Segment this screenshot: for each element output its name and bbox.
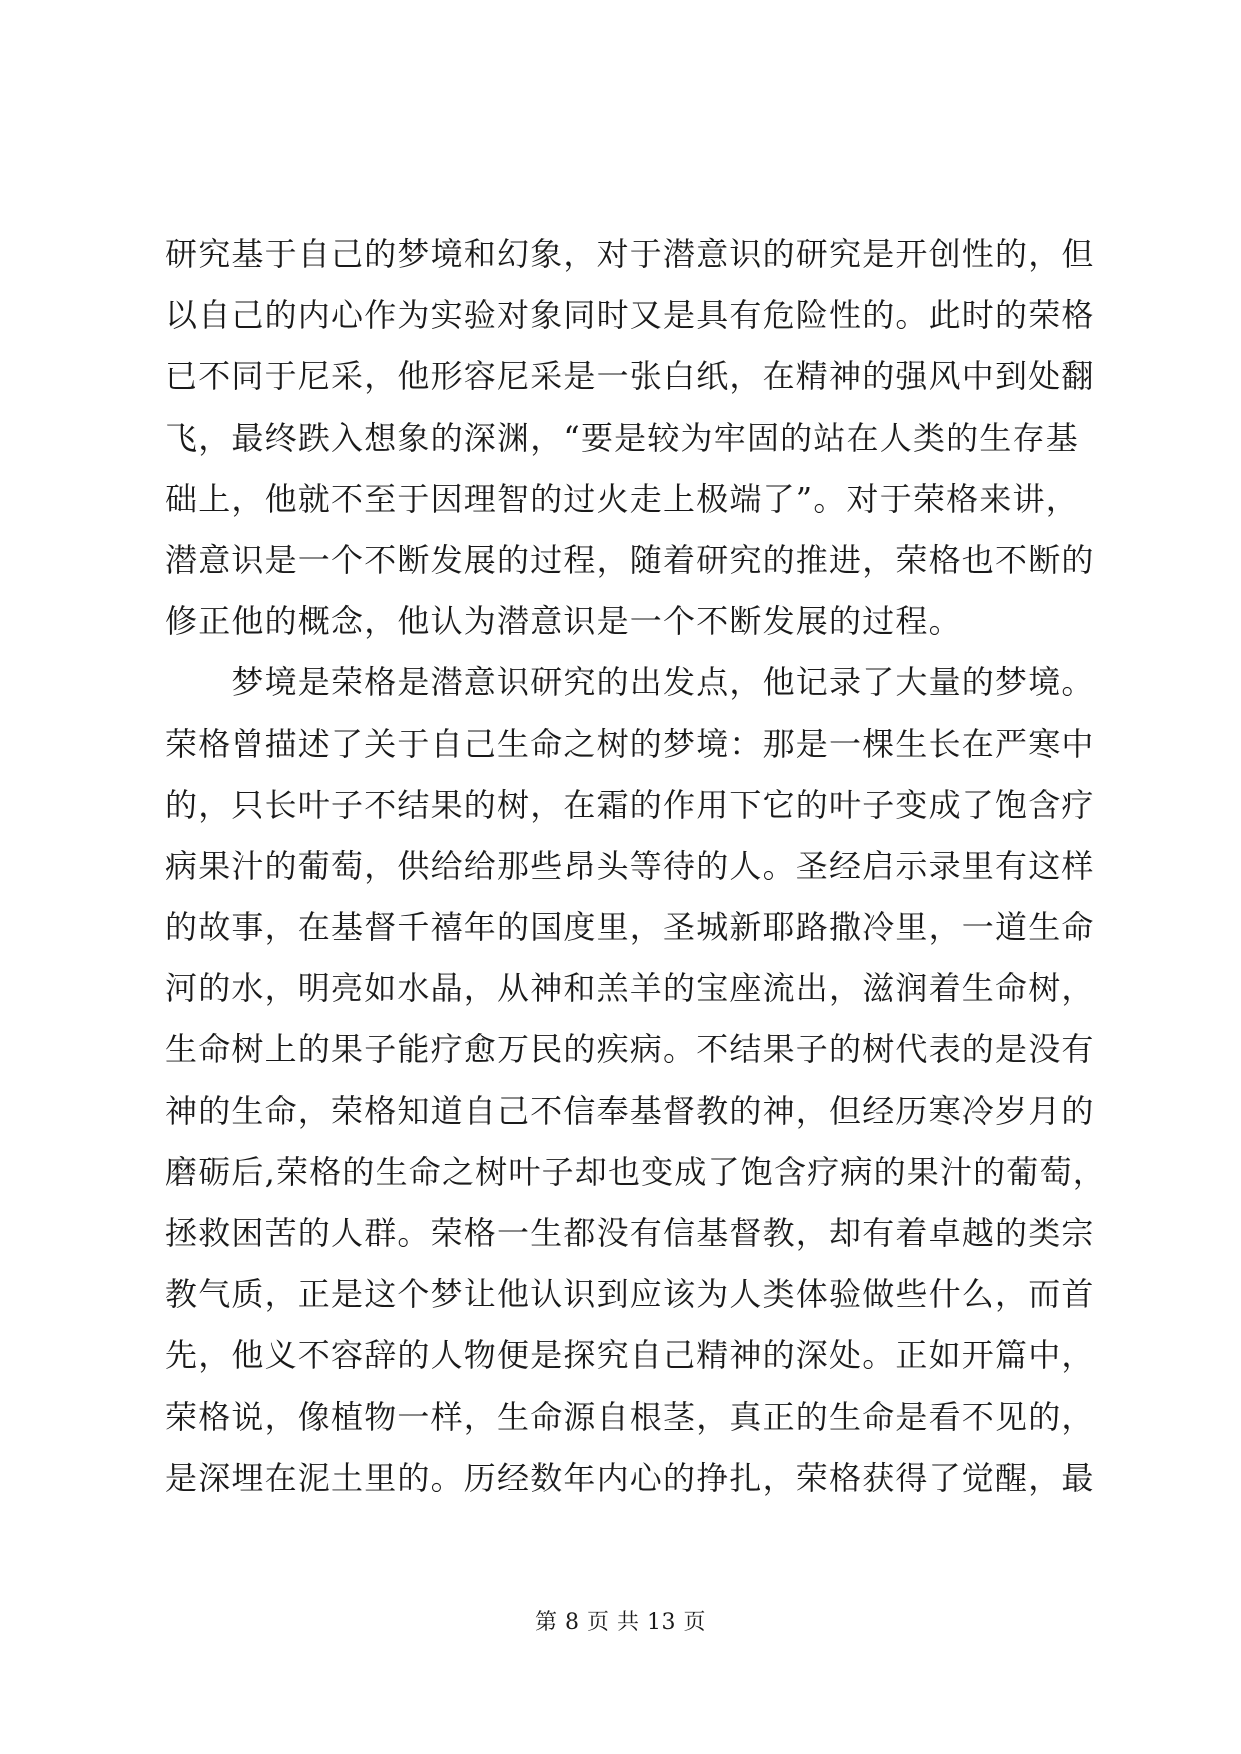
text-line: 拯救困苦的人群。荣格一生都没有信基督教，却有着卓越的类宗 bbox=[165, 1214, 1095, 1252]
body-text bbox=[165, 224, 1106, 1509]
page-number-label: 第 8 页 共 13 页 bbox=[535, 1610, 706, 1635]
text-line: 荣格曾描述了关于自己生命之树的梦境：那是一棵生长在严寒中 bbox=[165, 724, 1095, 763]
text-line: 荣格说，像植物一样，生命源自根茎，真正的生命是看不见的， bbox=[165, 1397, 1095, 1436]
text-line: 飞，最终跌入想象的深渊，“要是较为牢固的站在人类的生存基 bbox=[165, 418, 1079, 457]
text-line: 以自己的内心作为实验对象同时又是具有危险性的。此时的荣格 bbox=[165, 296, 1095, 335]
text-line: 神的生命，荣格知道自己不信奉基督教的神，但经历寒冷岁月的 bbox=[165, 1091, 1095, 1130]
text-line: 的故事，在基督千禧年的国度里，圣城新耶路撒冷里，一道生命 bbox=[165, 908, 1095, 947]
text-line: 病果汁的葡萄，供给给那些昂头等待的人。圣经启示录里有这样 bbox=[165, 846, 1095, 885]
text-line: 先，他义不容辞的人物便是探究自己精神的深处。正如开篇中， bbox=[165, 1336, 1095, 1375]
text-line: 河的水，明亮如水晶，从神和羔羊的宝座流出，滋润着生命树， bbox=[165, 969, 1095, 1008]
text-line: 是深埋在泥土里的。历经数年内心的挣扎，荣格获得了觉醒，最 bbox=[165, 1458, 1095, 1497]
text-line: 础上，他就不至于因理智的过火走上极端了”。对于荣格来讲， bbox=[165, 479, 1079, 518]
text-line: 研究基于自己的梦境和幻象，对于潜意识的研究是开创性的，但 bbox=[165, 235, 1095, 273]
text-line: 的，只长叶子不结果的树，在霜的作用下它的叶子变成了饱含疗 bbox=[165, 785, 1095, 824]
text-line: 教气质，正是这个梦让他认识到应该为人类体验做些什么，而首 bbox=[165, 1275, 1095, 1314]
text-line: 修正他的概念，他认为潜意识是一个不断发展的过程。 bbox=[165, 602, 962, 641]
text-line: 潜意识是一个不断发展的过程，随着研究的推进，荣格也不断的 bbox=[165, 540, 1095, 579]
text-line: 梦境是荣格是潜意识研究的出发点，他记录了大量的梦境。 bbox=[165, 663, 1095, 702]
text-line: 已不同于尼采，他形容尼采是一张白纸，在精神的强风中到处翻 bbox=[165, 357, 1095, 396]
text-line: 磨砺后,荣格的生命之树叶子却也变成了饱含疗病的果汁的葡萄， bbox=[165, 1152, 1106, 1191]
text-line: 生命树上的果子能疗愈万民的疾病。不结果子的树代表的是没有 bbox=[165, 1030, 1095, 1069]
page-footer bbox=[0, 1605, 1241, 1636]
